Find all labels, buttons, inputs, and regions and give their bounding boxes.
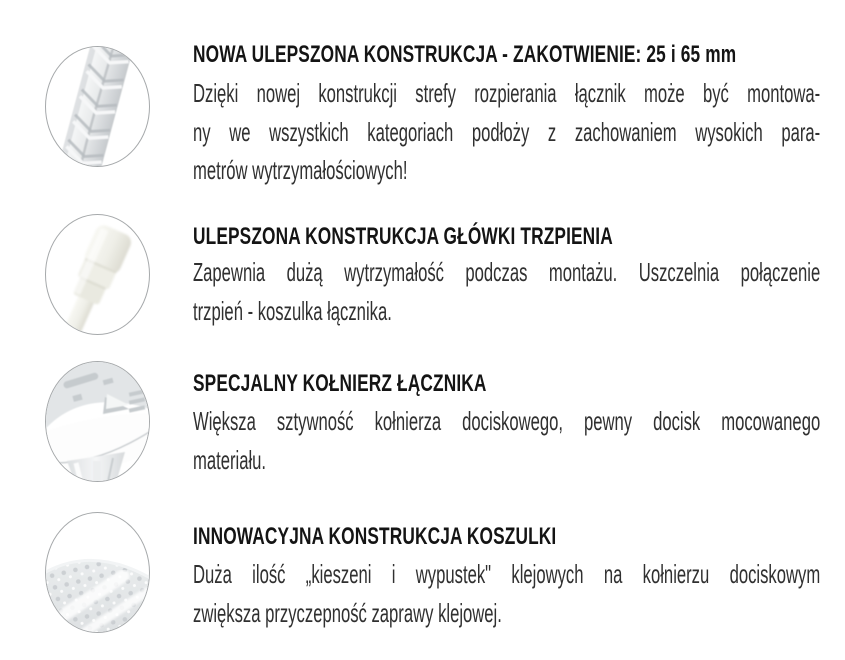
pin-head-icon	[45, 214, 150, 335]
collar-icon	[45, 361, 150, 482]
feature-heading-sleeve: INNOWACYJNA KONSTRUKCJA KOSZULKI	[193, 523, 557, 550]
body-line: Większa sztywność kołnierza dociskowego, pewny docisk mocowanego	[193, 406, 821, 436]
feature-heading-collar: SPECJALNY KOŁNIERZ ŁĄCZNIKA	[193, 370, 487, 397]
body-line: Zapewnia dużą wytrzymałość podczas montażu. Uszczelnia połączenie	[193, 257, 821, 287]
body-line: Duża ilość „kieszeni i wypustek" klejowych na kołnierzu dociskowym	[193, 559, 821, 589]
sleeve-texture-photo	[45, 512, 150, 633]
feature-body-collar	[193, 402, 820, 479]
body-line: ny we wszystkich kategoriach podłoży z zachowaniem wysokich para-	[193, 116, 821, 147]
body-line: trzpień - koszulka łącznika.	[193, 295, 392, 326]
feature-heading-anchoring: NOWA ULEPSZONA KONSTRUKCJA - ZAKOTWIENIE: 25 i 65 mm	[193, 41, 737, 68]
body-line: materiału.	[193, 444, 267, 475]
feature-body-anchoring	[193, 74, 820, 190]
collar-photo	[45, 361, 150, 482]
feature-body-pin-head	[193, 253, 820, 330]
anchor-expansion-zone-icon	[45, 46, 150, 167]
sleeve-texture-icon	[45, 512, 150, 633]
body-line: metrów wytrzymałościowych!	[193, 155, 408, 186]
pin-head-photo	[45, 214, 150, 335]
feature-body-sleeve	[193, 555, 820, 632]
anchor-expansion-zone-photo	[45, 46, 150, 167]
feature-heading-pin-head: ULEPSZONA KONSTRUKCJA GŁÓWKI TRZPIENIA	[193, 223, 613, 250]
body-line: zwiększa przyczepność zaprawy klejowej.	[193, 597, 502, 628]
body-line: Dzięki nowej konstrukcji strefy rozpierania łącznik może być montowa-	[193, 78, 821, 108]
